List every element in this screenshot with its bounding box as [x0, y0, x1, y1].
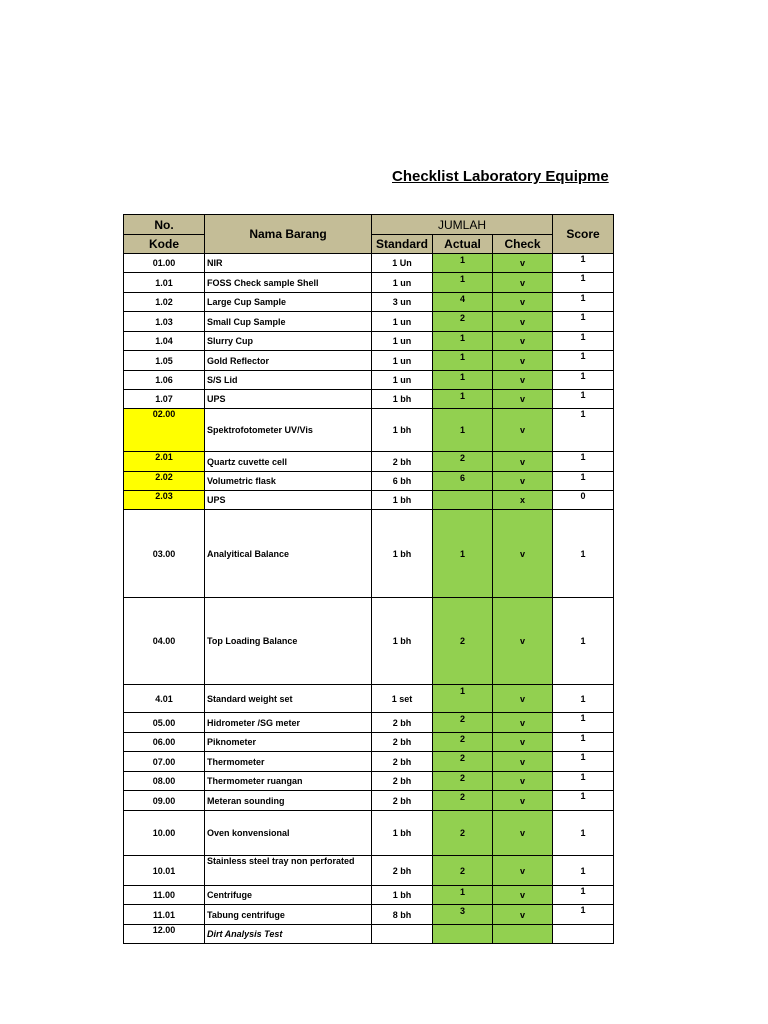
- cell-actual: 2: [433, 772, 493, 791]
- table-row: [124, 390, 614, 409]
- cell-kode: 11.01: [124, 905, 205, 925]
- cell-check: v: [493, 685, 553, 713]
- cell-check: v: [493, 332, 553, 351]
- cell-nama-barang: Small Cup Sample: [205, 312, 372, 332]
- cell-actual: 1: [433, 254, 493, 273]
- cell-check: v: [493, 293, 553, 312]
- cell-check: [493, 925, 553, 944]
- cell-check: v: [493, 598, 553, 685]
- cell-kode: 04.00: [124, 598, 205, 685]
- cell-standard: 1 bh: [372, 390, 433, 409]
- table-row: [124, 371, 614, 390]
- cell-nama-barang: Volumetric flask: [205, 472, 372, 491]
- cell-kode: 07.00: [124, 752, 205, 772]
- cell-actual: 1: [433, 273, 493, 293]
- table-row: [124, 598, 614, 685]
- cell-nama-barang: Centrifuge: [205, 886, 372, 905]
- header-actual: Actual: [433, 235, 493, 254]
- cell-standard: [372, 925, 433, 944]
- cell-standard: 1 un: [372, 332, 433, 351]
- cell-nama-barang: Dirt Analysis Test: [205, 925, 372, 944]
- cell-score: 1: [553, 905, 614, 925]
- cell-nama-barang: Slurry Cup: [205, 332, 372, 351]
- cell-kode: 12.00: [124, 925, 205, 944]
- cell-standard: 1 un: [372, 273, 433, 293]
- cell-kode: 02.00: [124, 409, 205, 452]
- cell-check: v: [493, 312, 553, 332]
- cell-nama-barang: UPS: [205, 491, 372, 510]
- cell-nama-barang: Tabung centrifuge: [205, 905, 372, 925]
- cell-score: 1: [553, 772, 614, 791]
- cell-kode: 1.03: [124, 312, 205, 332]
- cell-check: v: [493, 713, 553, 733]
- cell-standard: 1 un: [372, 351, 433, 371]
- cell-standard: 1 bh: [372, 886, 433, 905]
- cell-kode: 1.07: [124, 390, 205, 409]
- cell-score: 1: [553, 312, 614, 332]
- table-row: [124, 351, 614, 371]
- cell-standard: 1 bh: [372, 491, 433, 510]
- cell-nama-barang: Analyitical Balance: [205, 510, 372, 598]
- cell-kode: 06.00: [124, 733, 205, 752]
- table-row: [124, 733, 614, 752]
- cell-actual: 1: [433, 351, 493, 371]
- cell-score: 1: [553, 472, 614, 491]
- cell-check: v: [493, 351, 553, 371]
- header-kode: Kode: [124, 235, 205, 254]
- cell-nama-barang: Large Cup Sample: [205, 293, 372, 312]
- checklist-table: [123, 214, 614, 944]
- cell-kode: 1.02: [124, 293, 205, 312]
- cell-score: 1: [553, 791, 614, 811]
- table-row: [124, 510, 614, 598]
- cell-score: [553, 925, 614, 944]
- cell-score: 1: [553, 371, 614, 390]
- cell-check: v: [493, 791, 553, 811]
- cell-check: v: [493, 452, 553, 472]
- cell-actual: 4: [433, 293, 493, 312]
- cell-actual: 2: [433, 312, 493, 332]
- cell-actual: 1: [433, 409, 493, 452]
- cell-actual: 1: [433, 371, 493, 390]
- table-row: [124, 856, 614, 886]
- table-row: [124, 254, 614, 273]
- cell-kode: 1.04: [124, 332, 205, 351]
- table-row: [124, 472, 614, 491]
- cell-kode: 2.02: [124, 472, 205, 491]
- cell-actual: [433, 491, 493, 510]
- cell-score: 1: [553, 409, 614, 452]
- cell-actual: 2: [433, 791, 493, 811]
- cell-kode: 01.00: [124, 254, 205, 273]
- header-nama-barang: Nama Barang: [205, 215, 372, 254]
- cell-nama-barang: Oven konvensional: [205, 811, 372, 856]
- cell-score: 1: [553, 886, 614, 905]
- cell-actual: 2: [433, 598, 493, 685]
- cell-check: v: [493, 390, 553, 409]
- cell-nama-barang: S/S Lid: [205, 371, 372, 390]
- cell-standard: 1 bh: [372, 811, 433, 856]
- cell-kode: 11.00: [124, 886, 205, 905]
- cell-score: 1: [553, 351, 614, 371]
- cell-nama-barang: Quartz cuvette cell: [205, 452, 372, 472]
- table-row: [124, 491, 614, 510]
- table-row: [124, 332, 614, 351]
- cell-check: v: [493, 510, 553, 598]
- cell-nama-barang: Hidrometer /SG meter: [205, 713, 372, 733]
- cell-standard: 1 bh: [372, 598, 433, 685]
- cell-nama-barang: Top Loading Balance: [205, 598, 372, 685]
- cell-score: 1: [553, 452, 614, 472]
- cell-check: v: [493, 371, 553, 390]
- cell-score: 1: [553, 685, 614, 713]
- cell-score: 1: [553, 733, 614, 752]
- table-row: [124, 685, 614, 713]
- cell-kode: 2.03: [124, 491, 205, 510]
- checklist-body: [124, 254, 614, 944]
- cell-standard: 2 bh: [372, 772, 433, 791]
- table-row: [124, 713, 614, 733]
- cell-check: v: [493, 273, 553, 293]
- cell-standard: 1 un: [372, 312, 433, 332]
- cell-check: v: [493, 905, 553, 925]
- cell-check: x: [493, 491, 553, 510]
- table-row: [124, 752, 614, 772]
- cell-score: 1: [553, 293, 614, 312]
- cell-actual: 2: [433, 733, 493, 752]
- cell-score: 1: [553, 713, 614, 733]
- table-row: [124, 293, 614, 312]
- cell-check: v: [493, 856, 553, 886]
- table-row: [124, 791, 614, 811]
- cell-actual: 1: [433, 390, 493, 409]
- cell-actual: 2: [433, 713, 493, 733]
- cell-actual: 1: [433, 332, 493, 351]
- cell-score: 1: [553, 273, 614, 293]
- cell-kode: 1.01: [124, 273, 205, 293]
- cell-check: v: [493, 733, 553, 752]
- cell-kode: 10.01: [124, 856, 205, 886]
- cell-actual: [433, 925, 493, 944]
- page-title: Checklist Laboratory Equipme: [392, 168, 609, 185]
- cell-nama-barang: Thermometer: [205, 752, 372, 772]
- cell-kode: 1.06: [124, 371, 205, 390]
- cell-check: v: [493, 772, 553, 791]
- cell-nama-barang: FOSS Check sample Shell: [205, 273, 372, 293]
- cell-score: 0: [553, 491, 614, 510]
- cell-actual: 2: [433, 811, 493, 856]
- table-row: [124, 925, 614, 944]
- cell-kode: 4.01: [124, 685, 205, 713]
- cell-kode: 05.00: [124, 713, 205, 733]
- cell-score: 1: [553, 254, 614, 273]
- cell-standard: 1 bh: [372, 409, 433, 452]
- cell-actual: 6: [433, 472, 493, 491]
- table-row: [124, 312, 614, 332]
- header-no: No.: [124, 215, 205, 235]
- cell-score: 1: [553, 856, 614, 886]
- table-row: [124, 905, 614, 925]
- cell-check: v: [493, 811, 553, 856]
- cell-actual: 2: [433, 752, 493, 772]
- header-check: Check: [493, 235, 553, 254]
- cell-actual: 1: [433, 510, 493, 598]
- cell-standard: 2 bh: [372, 713, 433, 733]
- cell-score: 1: [553, 752, 614, 772]
- cell-actual: 2: [433, 452, 493, 472]
- cell-check: v: [493, 254, 553, 273]
- cell-standard: 8 bh: [372, 905, 433, 925]
- cell-nama-barang: Meteran sounding: [205, 791, 372, 811]
- cell-check: v: [493, 886, 553, 905]
- table-row: [124, 772, 614, 791]
- cell-standard: 6 bh: [372, 472, 433, 491]
- cell-actual: 1: [433, 886, 493, 905]
- cell-nama-barang: Standard weight set: [205, 685, 372, 713]
- cell-check: v: [493, 409, 553, 452]
- cell-standard: 1 un: [372, 371, 433, 390]
- header-score: Score: [553, 215, 614, 254]
- cell-standard: 2 bh: [372, 791, 433, 811]
- cell-kode: 03.00: [124, 510, 205, 598]
- cell-check: v: [493, 472, 553, 491]
- cell-standard: 1 Un: [372, 254, 433, 273]
- cell-nama-barang: Thermometer ruangan: [205, 772, 372, 791]
- cell-nama-barang: Piknometer: [205, 733, 372, 752]
- cell-kode: 2.01: [124, 452, 205, 472]
- cell-standard: 3 un: [372, 293, 433, 312]
- cell-kode: 08.00: [124, 772, 205, 791]
- cell-actual: 2: [433, 856, 493, 886]
- cell-kode: 1.05: [124, 351, 205, 371]
- cell-kode: 09.00: [124, 791, 205, 811]
- header-jumlah: JUMLAH: [372, 215, 553, 235]
- cell-standard: 2 bh: [372, 752, 433, 772]
- cell-actual: 3: [433, 905, 493, 925]
- cell-kode: 10.00: [124, 811, 205, 856]
- cell-check: v: [493, 752, 553, 772]
- cell-nama-barang: NIR: [205, 254, 372, 273]
- cell-nama-barang: UPS: [205, 390, 372, 409]
- cell-score: 1: [553, 598, 614, 685]
- cell-standard: 2 bh: [372, 733, 433, 752]
- header-standard: Standard: [372, 235, 433, 254]
- cell-actual: 1: [433, 685, 493, 713]
- cell-nama-barang: Spektrofotometer UV/Vis: [205, 409, 372, 452]
- cell-score: 1: [553, 390, 614, 409]
- table-row: [124, 273, 614, 293]
- cell-nama-barang: Gold Reflector: [205, 351, 372, 371]
- cell-standard: 1 set: [372, 685, 433, 713]
- cell-standard: 2 bh: [372, 452, 433, 472]
- table-row: [124, 409, 614, 452]
- table-row: [124, 886, 614, 905]
- cell-standard: 2 bh: [372, 856, 433, 886]
- table-row: [124, 811, 614, 856]
- cell-standard: 1 bh: [372, 510, 433, 598]
- table-row: [124, 452, 614, 472]
- cell-nama-barang: Stainless steel tray non perforated: [205, 856, 372, 886]
- cell-score: 1: [553, 811, 614, 856]
- cell-score: 1: [553, 332, 614, 351]
- cell-score: 1: [553, 510, 614, 598]
